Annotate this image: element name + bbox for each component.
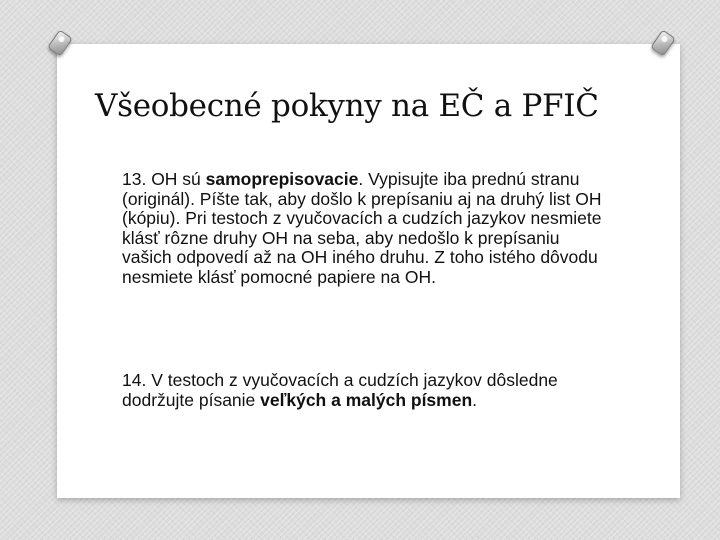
paragraph-text: 14. V testoch z vyučovacích a cudzích jazykov dôsledne dodržujte písanie: [122, 370, 558, 410]
paragraph-item-13: [122, 170, 602, 288]
paragraph-text: 13. OH sú: [122, 169, 206, 189]
paragraph-emphasis: veľkých a malých písmen: [260, 389, 473, 410]
paragraph-text: .: [472, 389, 478, 410]
paragraph-item-14: [122, 371, 602, 410]
paragraph-emphasis: samoprepisovacie: [205, 169, 359, 189]
slide-title: Všeobecné pokyny na EČ a PFIČ: [95, 88, 599, 124]
paragraph-text: . Vypisujte iba prednú stranu (originál). Píšte tak, aby došlo k prepísaniu aj na druhý list OH (kópiu). Pri testoch z vyučovacích a cudzích jazykov nesmiete klásť rôzne druhy OH na seba, aby nedošlo k prepísaniu vašich odpovedí až na OH iného druhu. Z toho istého dôvodu nesmiete klásť pomocné papiere na OH.: [122, 169, 602, 287]
